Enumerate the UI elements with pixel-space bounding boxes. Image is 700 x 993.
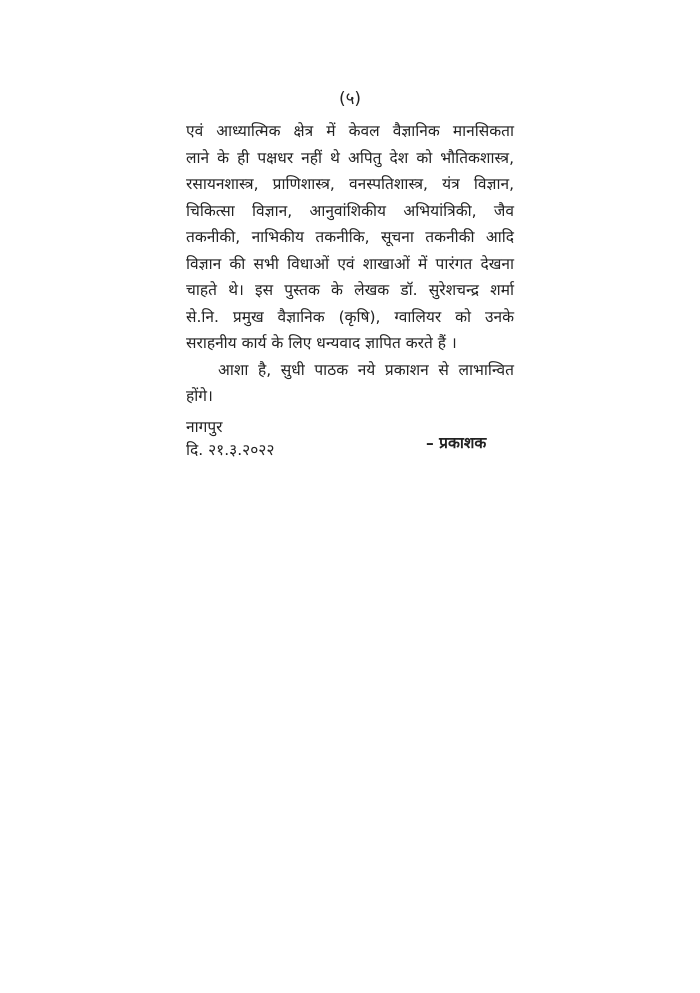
text-line: आशा है, सुधी पाठक नये प्रकाशन से लाभान्वित: [218, 360, 514, 379]
date-label: दि. २१.३.२०२२: [186, 441, 275, 459]
text-line: तकनीकी, नाभिकीय तकनीकि, सूचना तकनीकी आदि: [186, 228, 514, 246]
text-line: एवं आध्यात्मिक क्षेत्र में केवल वैज्ञानिक मानसिकता: [186, 122, 514, 140]
text-line: रसायनशास्त्र, प्राणिशास्त्र, वनस्पतिशास्त्र, यंत्र विज्ञान,: [186, 175, 514, 193]
text-line: विज्ञान की सभी विधाओं एवं शाखाओं में पारंगत देखना: [186, 254, 514, 273]
text-line: सराहनीय कार्य के लिए धन्यवाद ज्ञापित करते हैं ।: [186, 334, 457, 352]
publisher-signature: – प्रकाशक: [426, 434, 487, 452]
page-number: (५): [338, 89, 362, 109]
text-line: लाने के ही पक्षधर नहीं थे अपितु देश को भौतिकशास्त्र,: [186, 148, 514, 167]
place-label: नागपुर: [186, 418, 223, 436]
text-line: चिकित्सा विज्ञान, आनुवांशिकीय अभियांत्रिकी, जैव: [186, 201, 514, 220]
body-paragraph: [186, 118, 514, 410]
text-line: चाहते थे। इस पुस्तक के लेखक डॉ. सुरेशचन्द्र शर्मा: [186, 281, 514, 299]
text-line: होंगे।: [186, 387, 213, 405]
text-line: से.नि. प्रमुख वैज्ञानिक (कृषि), ग्वालियर को उनके: [186, 307, 514, 326]
